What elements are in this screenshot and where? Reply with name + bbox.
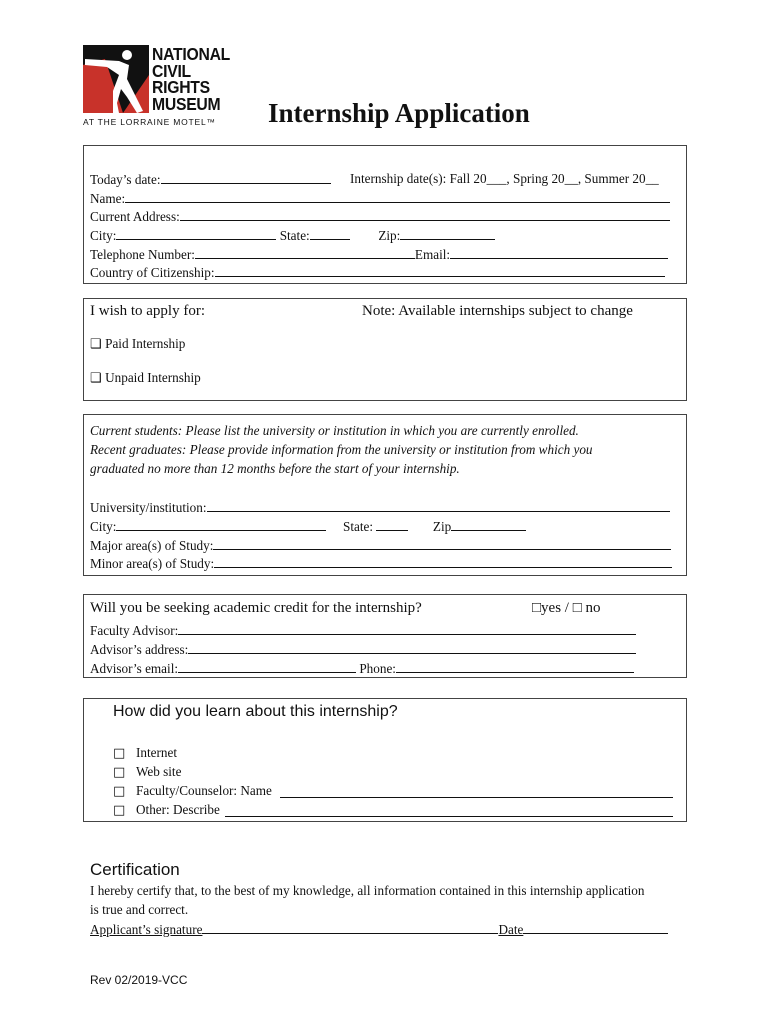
checkbox-icon[interactable]: □ xyxy=(113,746,126,761)
current-students-instruction: Current students: Please list the university or institution in which you are currently enrolled. xyxy=(90,423,579,438)
zip-field[interactable] xyxy=(400,227,495,240)
city-state-zip-row: City: State: Zip: xyxy=(90,227,495,244)
signature-row: Applicant’s signature Date xyxy=(90,921,668,938)
advisor-phone-field[interactable] xyxy=(396,660,634,673)
advisor-address-row: Advisor’s address: xyxy=(90,641,636,658)
unpaid-internship-checkbox[interactable]: ❑ Unpaid Internship xyxy=(90,370,201,385)
paid-internship-checkbox[interactable]: ❑ Paid Internship xyxy=(90,336,186,351)
name-field[interactable] xyxy=(125,190,670,203)
logo-line: RIGHTS xyxy=(152,77,210,97)
citizenship-field[interactable] xyxy=(215,264,665,277)
city-field[interactable] xyxy=(116,227,276,240)
logo-wordmark xyxy=(152,46,230,112)
address-row: Current Address: xyxy=(90,208,670,225)
checkbox-icon[interactable]: □ xyxy=(113,803,126,818)
state-field[interactable] xyxy=(310,227,350,240)
phone-email-row: Telephone Number: Email: xyxy=(90,246,668,263)
advisor-row: Faculty Advisor: xyxy=(90,622,636,639)
page-title: Internship Application xyxy=(268,98,530,128)
telephone-field[interactable] xyxy=(195,246,415,259)
signature-date-field[interactable] xyxy=(523,921,668,934)
logo-subtitle: AT THE LORRAINE MOTEL™ xyxy=(83,117,216,127)
credit-yes-no-checkboxes[interactable]: □yes / □ no xyxy=(532,600,601,616)
logo-line: MUSEUM xyxy=(152,93,221,114)
major-row: Major area(s) of Study: xyxy=(90,537,671,554)
todays-date-row: Today’s date: xyxy=(90,171,331,188)
advisor-email-row: Advisor’s email: Phone: xyxy=(90,660,634,677)
university-field[interactable] xyxy=(207,499,670,512)
advisor-email-field[interactable] xyxy=(178,660,356,673)
university-row: University/institution: xyxy=(90,499,670,516)
logo-line: CIVIL xyxy=(152,60,191,81)
name-row: Name: xyxy=(90,190,670,207)
certification-statement: I hereby certify that, to the best of my knowledge, all information contained in this internship application xyxy=(90,883,645,898)
certification-heading: Certification xyxy=(90,860,180,879)
source-option-internet[interactable]: □ Internet xyxy=(113,745,178,761)
revision-footer: Rev 02/2019-VCC xyxy=(90,973,188,987)
signature-field[interactable] xyxy=(202,921,498,934)
apply-heading: I wish to apply for: xyxy=(90,303,205,319)
source-option-faculty[interactable]: □ Faculty/Counselor: Name xyxy=(113,783,125,800)
availability-note: Note: Available internships subject to change xyxy=(362,303,633,319)
logo-line: NATIONAL xyxy=(152,44,231,64)
internship-dates-field[interactable]: Internship date(s): Fall 20___, Spring 20__, Summer 20__ xyxy=(350,171,659,186)
faculty-name-field[interactable] xyxy=(280,785,673,798)
edu-zip-field[interactable] xyxy=(451,518,526,531)
edu-city-state-zip-row: City: State: Zip xyxy=(90,518,526,535)
minor-field[interactable] xyxy=(214,555,672,568)
address-field[interactable] xyxy=(180,208,670,221)
certification-statement-cont: is true and correct. xyxy=(90,902,189,917)
logo-figure-icon xyxy=(83,45,153,113)
checkbox-icon[interactable]: □ xyxy=(113,784,126,799)
other-describe-field[interactable] xyxy=(225,804,673,817)
edu-state-field[interactable] xyxy=(376,518,408,531)
citizenship-row: Country of Citizenship: xyxy=(90,264,665,281)
edu-city-field[interactable] xyxy=(116,518,326,531)
referral-question: How did you learn about this internship? xyxy=(113,703,398,720)
major-field[interactable] xyxy=(213,537,671,550)
source-option-other[interactable]: □ Other: Describe xyxy=(113,802,125,819)
checkbox-icon[interactable]: □ xyxy=(113,765,126,780)
advisor-field[interactable] xyxy=(178,622,636,635)
advisor-address-field[interactable] xyxy=(188,641,636,654)
source-option-website[interactable]: □ Web site xyxy=(113,764,182,780)
recent-graduates-instruction-cont: graduated no more than 12 months before the start of your internship. xyxy=(90,461,460,476)
minor-row: Minor area(s) of Study: xyxy=(90,555,672,572)
todays-date-field[interactable] xyxy=(161,171,331,184)
email-field[interactable] xyxy=(450,246,668,259)
recent-graduates-instruction: Recent graduates: Please provide information from the university or institution from which you xyxy=(90,442,593,457)
credit-question: Will you be seeking academic credit for the internship? xyxy=(90,600,422,616)
